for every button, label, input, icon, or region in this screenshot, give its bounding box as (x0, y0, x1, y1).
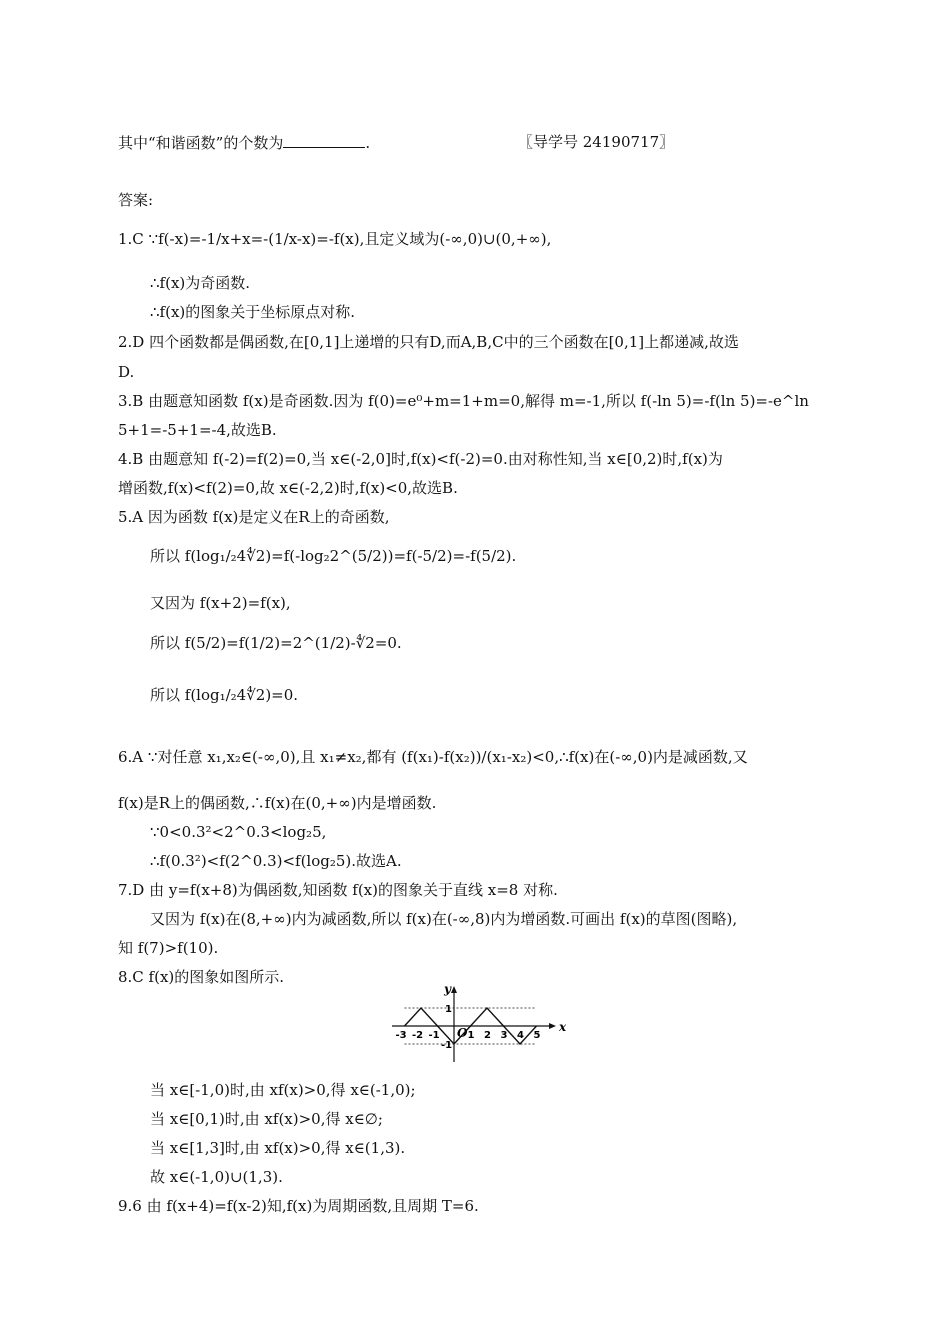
function-graph-figure (388, 982, 566, 1064)
x-tick-label: 2 (484, 1030, 491, 1041)
answer-5-step-3: 所以 f(5/2)=f(1/2)=2^(1/2)-∜2=0. (150, 634, 402, 652)
intro-line (118, 131, 370, 154)
origin-label: O (457, 1026, 468, 1040)
answer-3-line: 3.B 由题意知函数 f(x)是奇函数.因为 f(0)=e⁰+m=1+m=0,解得 m=-1,所以 f(-ln 5)=-f(ln 5)=-e^ln (118, 392, 809, 410)
answer-1-conclusion-symmetry: ∴f(x)的图象关于坐标原点对称. (150, 303, 356, 321)
answer-4-line: 4.B 由题意知 f(-2)=f(2)=0,当 x∈(-2,0]时,f(x)<f(-2)=0.由对称性知,当 x∈[0,2)时,f(x)为 (118, 450, 723, 468)
answer-2-line: 2.D 四个函数都是偶函数,在[0,1]上递增的只有D,而A,B,C中的三个函数在[0,1]上都递减,故选 (118, 333, 739, 351)
answer-8-conclusion: 故 x∈(-1,0)∪(1,3). (150, 1168, 283, 1186)
intro-tail: . (365, 134, 371, 152)
y-axis-arrow (451, 986, 457, 993)
answer-5-step-4: 所以 f(log₁/₂4∜2)=0. (150, 686, 299, 704)
answer-9-line: 9.6 由 f(x+4)=f(x-2)知,f(x)为周期函数,且周期 T=6. (118, 1197, 479, 1215)
answer-5-line: 5.A 因为函数 f(x)是定义在R上的奇函数, (118, 508, 390, 526)
answer-8-line: 8.C f(x)的图象如图所示. (118, 968, 285, 986)
answers-heading: 答案: (118, 191, 154, 209)
answer-6-continued: f(x)是R上的偶函数,∴f(x)在(0,+∞)内是增函数. (118, 794, 437, 812)
answer-6-step-2: ∴f(0.3²)<f(2^0.3)<f(log₂5).故选A. (150, 852, 402, 870)
answer-8-case-1: 当 x∈[-1,0)时,由 xf(x)>0,得 x∈(-1,0); (150, 1081, 416, 1099)
x-tick-label: -2 (412, 1030, 424, 1041)
answer-8-case-3: 当 x∈[1,3]时,由 xf(x)>0,得 x∈(1,3). (150, 1139, 406, 1157)
answer-6-step-1: ∵0<0.3²<2^0.3<log₂5, (150, 823, 327, 841)
answer-3-continued: 5+1=-5+1=-4,故选B. (118, 421, 277, 439)
x-axis-label: x (559, 1020, 566, 1034)
answer-8-case-2: 当 x∈[0,1)时,由 xf(x)>0,得 x∈∅; (150, 1110, 383, 1128)
y-tick-label: 1 (445, 1004, 452, 1015)
answer-1-conclusion-odd: ∴f(x)为奇函数. (150, 274, 251, 292)
x-tick-label: 3 (500, 1030, 508, 1041)
x-tick-label: 4 (517, 1030, 524, 1041)
x-tick-label: 5 (533, 1030, 541, 1041)
x-tick-label: -1 (428, 1030, 440, 1041)
y-axis-label: y (444, 982, 451, 996)
answer-6-line: 6.A ∵对任意 x₁,x₂∈(-∞,0),且 x₁≠x₂,都有 (f(x₁)-f(x₂))/(x₁-x₂)<0,∴f(x)在(-∞,0)内是减函数,又 (118, 748, 748, 766)
answer-2-continued: D. (118, 363, 135, 381)
intro-text: 其中“和谐函数”的个数为 (118, 134, 284, 152)
answer-1-line: 1.C ∵f(-x)=-1/x+x=-(1/x-x)=-f(x),且定义域为(-∞,0)∪(0,+∞), (118, 230, 552, 248)
answer-blank (283, 131, 365, 148)
reference-number: 〖导学号 24190717〗 (518, 133, 675, 151)
y-tick-label: -1 (441, 1040, 453, 1051)
answer-5-step-1: 所以 f(log₁/₂4∜2)=f(-log₂2^(5/2))=f(-5/2)=-f(5/2). (150, 547, 517, 565)
answer-5-step-2: 又因为 f(x+2)=f(x), (150, 594, 291, 612)
x-tick-label: 1 (467, 1030, 475, 1041)
answer-4-continued: 增函数,f(x)<f(2)=0,故 x∈(-2,2)时,f(x)<0,故选B. (118, 479, 458, 497)
answer-7-step-1: 又因为 f(x)在(8,+∞)内为减函数,所以 f(x)在(-∞,8)内为增函数.可画出 f(x)的草图(图略), (150, 910, 738, 928)
answer-7-continued: 知 f(7)>f(10). (118, 939, 219, 957)
x-axis-arrow (549, 1023, 556, 1029)
x-tick-label: -3 (395, 1030, 407, 1041)
graph-layer (392, 982, 566, 1062)
answer-7-line: 7.D 由 y=f(x+8)为偶函数,知函数 f(x)的图象关于直线 x=8 对称. (118, 881, 558, 899)
